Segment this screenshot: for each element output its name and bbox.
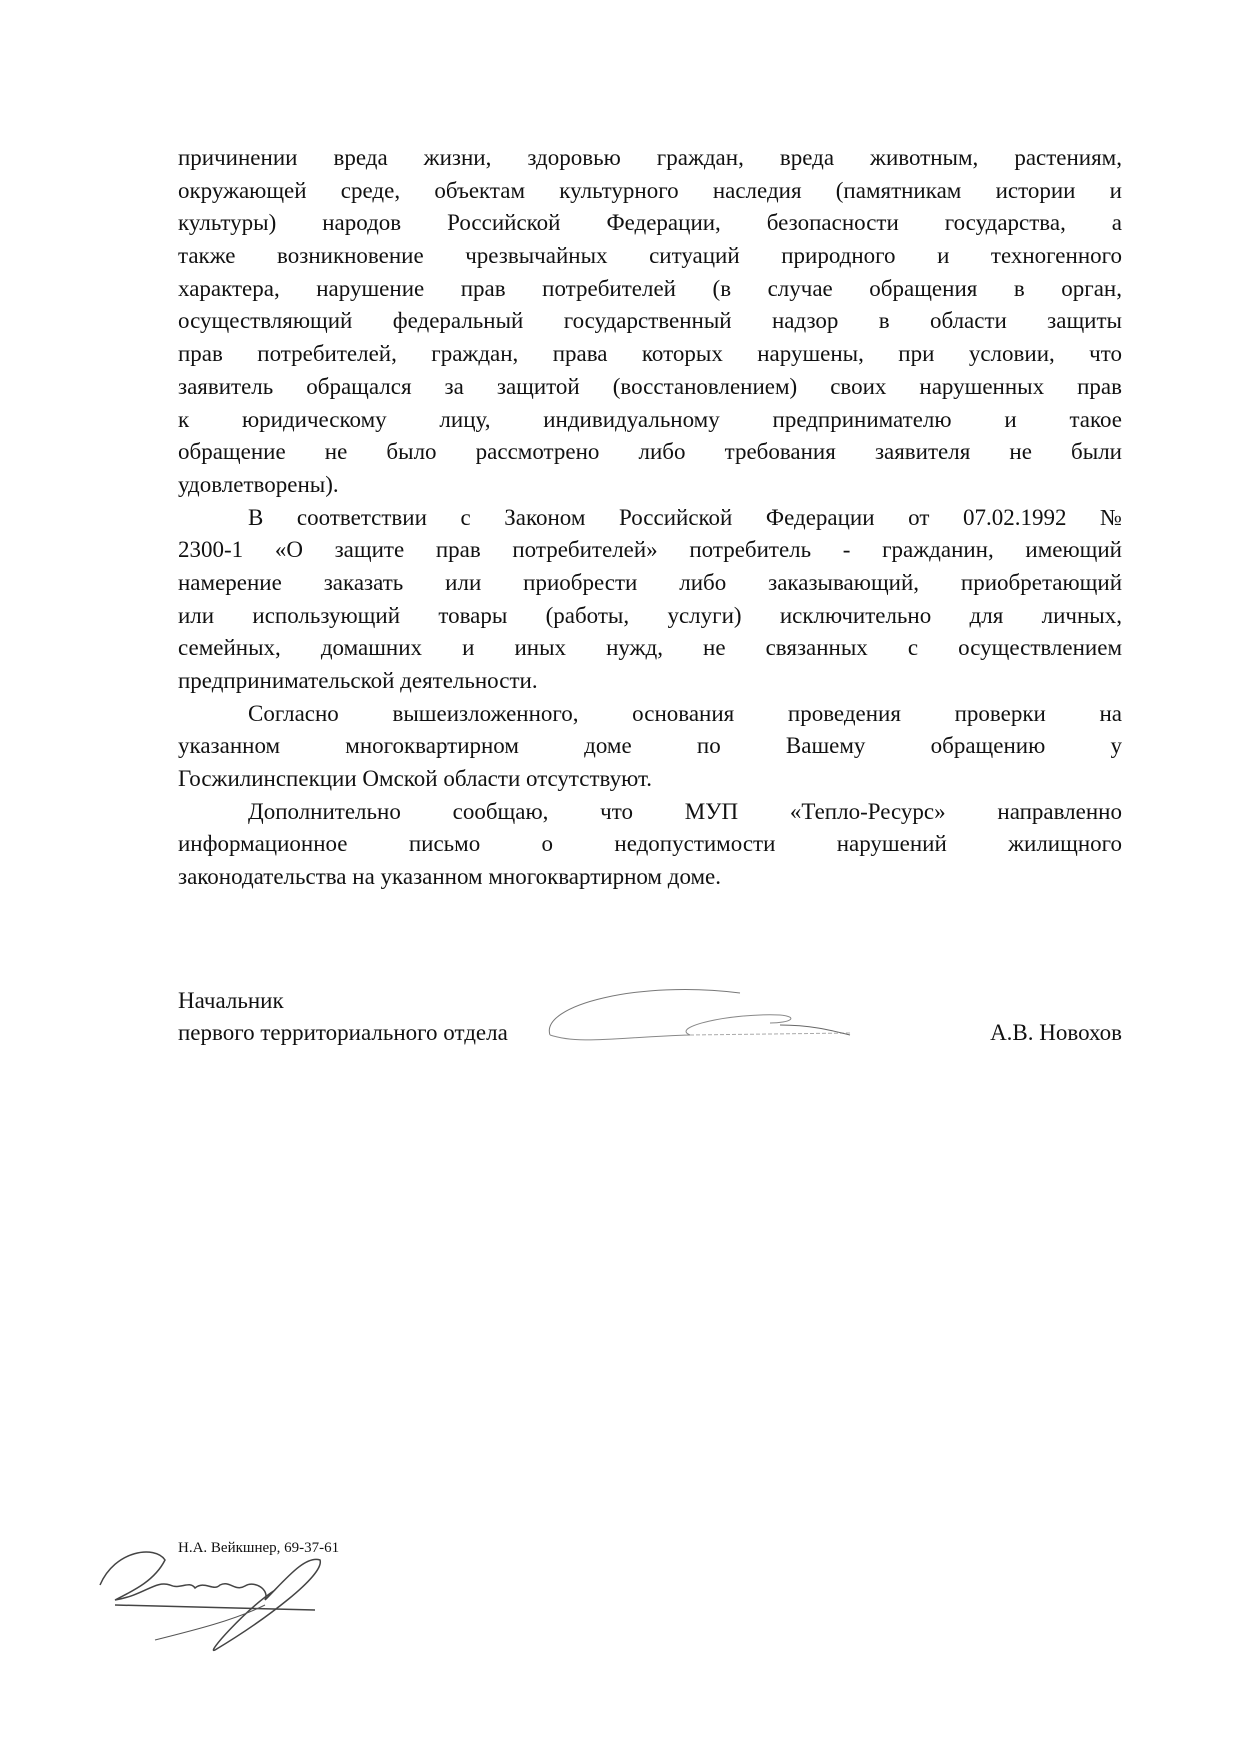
executor-contact: Н.А. Вейкшнер, 69-37-61	[178, 1540, 340, 1556]
text-line: также возникновение чрезвычайных ситуаций природного и техногенного	[178, 243, 1122, 269]
paragraph	[178, 796, 1122, 894]
letter-body	[178, 142, 1122, 894]
text-line: характера, нарушение прав потребителей (в случае обращения в орган,	[178, 275, 1122, 301]
text-line: осуществляющий федеральный государственный надзор в области защиты	[178, 308, 1122, 334]
signatory-title-line2: первого территориального отдела	[178, 1020, 508, 1045]
signatory-name: А.В. Новохов	[990, 1020, 1122, 1045]
text-line: семейных, домашних и иных нужд, не связанных с осуществлением	[178, 635, 1122, 661]
text-line: удовлетворены).	[178, 471, 339, 497]
text-line: намерение заказать или приобрести либо заказывающий, приобретающий	[178, 569, 1122, 595]
executor-signature	[95, 1540, 355, 1660]
signatory-title-line1: Начальник	[178, 988, 284, 1013]
handwritten-signature	[520, 975, 860, 1055]
paragraph	[178, 142, 1122, 502]
text-line: окружающей среде, объектам культурного наследия (памятникам истории и	[178, 177, 1122, 203]
text-line: законодательства на указанном многоквартирном доме.	[178, 864, 722, 890]
text-line: прав потребителей, граждан, права которых нарушены, при условии, что	[178, 341, 1122, 367]
text-line: к юридическому лицу, индивидуальному предпринимателю и такое	[178, 406, 1122, 432]
text-line: или использующий товары (работы, услуги) исключительно для личных,	[178, 602, 1122, 628]
text-line: Дополнительно сообщаю, что МУП «Тепло-Ресурс» направленно	[248, 798, 1122, 824]
paragraph	[178, 698, 1122, 796]
text-line: информационное письмо о недопустимости нарушений жилищного	[178, 831, 1122, 857]
text-line: Госжилинспекции Омской области отсутствуют.	[178, 766, 653, 792]
paragraph	[178, 502, 1122, 698]
text-line: культуры) народов Российской Федерации, безопасности государства, а	[178, 210, 1122, 236]
text-line: 2300-1 «О защите прав потребителей» потребитель - гражданин, имеющий	[178, 537, 1122, 563]
text-line: Согласно вышеизложенного, основания проведения проверки на	[248, 700, 1122, 726]
text-line: указанном многоквартирном доме по Вашему обращению у	[178, 733, 1122, 759]
text-line: В соответствии с Законом Российской Федерации от 07.02.1992 №	[248, 504, 1122, 530]
text-line: заявитель обращался за защитой (восстановлением) своих нарушенных прав	[178, 373, 1122, 399]
text-line: обращение не было рассмотрено либо требования заявителя не были	[178, 439, 1122, 465]
text-line: предпринимательской деятельности.	[178, 668, 538, 693]
text-line: причинении вреда жизни, здоровью граждан, вреда животным, растениям,	[178, 145, 1122, 170]
